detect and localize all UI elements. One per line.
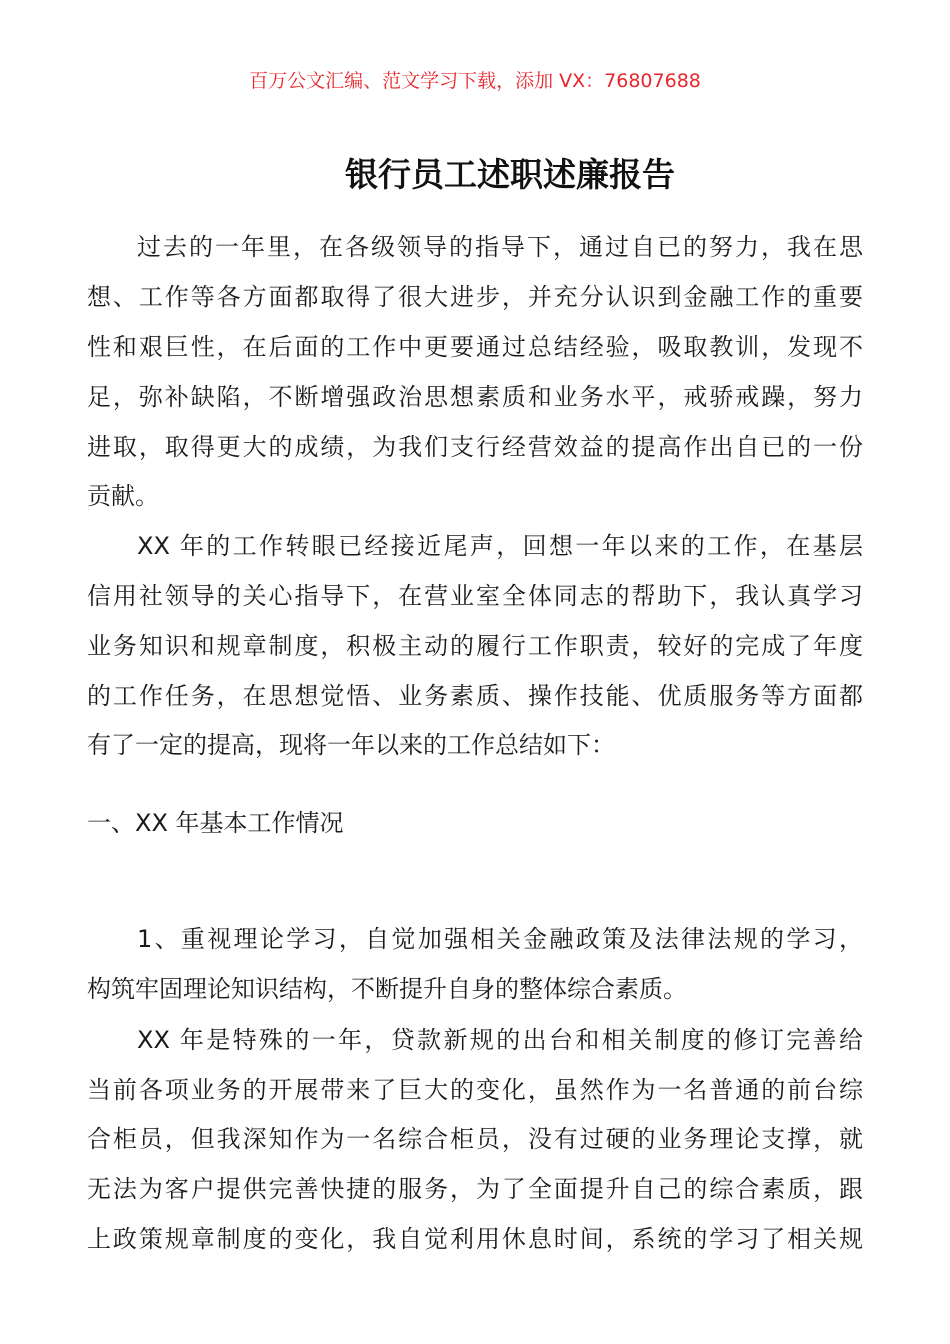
section-heading: 一、XX 年基本工作情况 <box>87 809 344 837</box>
header-notice: 百万公文汇编、范文学习下载，添加 VX：76807688 <box>249 70 701 92</box>
paragraph-line: XX 年的工作转眼已经接近尾声，回想一年以来的工作，在基层 <box>137 532 863 560</box>
paragraph-line: 性和艰巨性，在后面的工作中更要通过总结经验，吸取教训，发现不 <box>87 333 863 361</box>
paragraph-line: 构筑牢固理论知识结构，不断提升自身的整体综合素质。 <box>87 975 687 1003</box>
paragraph-line: 贡献。 <box>87 482 159 510</box>
paragraph-line: 业务知识和规章制度，积极主动的履行工作职责，较好的完成了年度 <box>87 632 863 660</box>
paragraph-line: 信用社领导的关心指导下，在营业室全体同志的帮助下，我认真学习 <box>87 582 863 610</box>
paragraph-line: 足，弥补缺陷，不断增强政治思想素质和业务水平，戒骄戒躁，努力 <box>87 383 863 411</box>
paragraph-line: 过去的一年里，在各级领导的指导下，通过自已的努力，我在思 <box>137 233 863 261</box>
paragraph-line: 想、工作等各方面都取得了很大进步，并充分认识到金融工作的重要 <box>87 283 863 311</box>
paragraph-line: 合柜员，但我深知作为一名综合柜员，没有过硬的业务理论支撑，就 <box>87 1125 863 1153</box>
paragraph-line: 的工作任务，在思想觉悟、业务素质、操作技能、优质服务等方面都 <box>87 682 863 710</box>
paragraph-line: 当前各项业务的开展带来了巨大的变化，虽然作为一名普通的前台综 <box>87 1076 863 1104</box>
paragraph-line: 上政策规章制度的变化，我自觉利用休息时间，系统的学习了相关规 <box>87 1225 863 1253</box>
paragraph-line: 有了一定的提高，现将一年以来的工作总结如下： <box>87 731 615 759</box>
paragraph-line: 进取，取得更大的成绩，为我们支行经营效益的提高作出自已的一份 <box>87 433 863 461</box>
paragraph-line: XX 年是特殊的一年，贷款新规的出台和相关制度的修订完善给 <box>137 1026 863 1054</box>
document-title: 银行员工述职述廉报告 <box>345 155 675 194</box>
paragraph-line: 1、重视理论学习，自觉加强相关金融政策及法律法规的学习， <box>137 925 863 953</box>
paragraph-line: 无法为客户提供完善快捷的服务，为了全面提升自己的综合素质，跟 <box>87 1175 863 1203</box>
